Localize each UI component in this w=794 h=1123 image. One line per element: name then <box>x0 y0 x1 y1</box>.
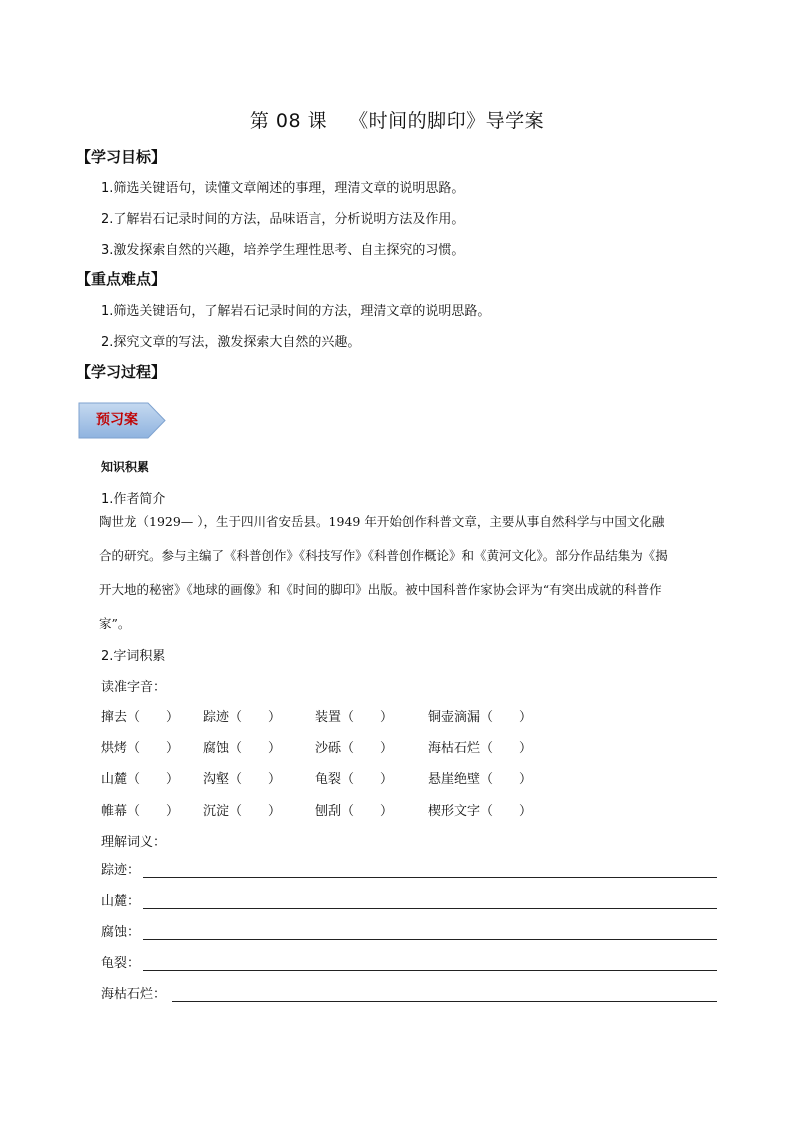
pronounce-item: 沉淀（ ） <box>203 804 282 819</box>
meaning-term: 腐蚀： <box>101 925 141 940</box>
pronounce-item: 山麓（ ） <box>101 772 180 787</box>
pronounce-item: 悬崖绝壁（ ） <box>428 772 533 787</box>
pronounce-item: 龟裂（ ） <box>315 772 394 787</box>
pronounce-item: 装置（ ） <box>315 710 394 725</box>
objective-item-3: 3.激发探索自然的兴趣，培养学生理性思考、自主探究的习惯。 <box>101 243 465 258</box>
author-bio-line: 合的研究。参与主编了《科普创作》《科技写作》《科普创作概论》和《黄河文化》。部分作品结集为《揭 <box>99 548 668 563</box>
meaning-row <box>101 889 717 911</box>
meaning-row <box>101 951 717 973</box>
lesson-name: 《时间的脚印》导学案 <box>349 110 545 132</box>
author-bio-line: 开大地的秘密》《地球的画像》和《时间的脚印》出版。被中国科普作家协会评为“有突出成就的科普作 <box>99 582 662 597</box>
pronounce-item: 腐蚀（ ） <box>203 741 282 756</box>
pronounce-item: 踪迹（ ） <box>203 710 282 725</box>
pronounce-item: 撺去（ ） <box>101 710 180 725</box>
preview-badge-label: 预习案 <box>96 412 138 428</box>
meaning-term: 龟裂： <box>101 956 141 971</box>
pronounce-item: 海枯石烂（ ） <box>428 741 533 756</box>
author-bio-line: 家”。 <box>99 616 131 631</box>
pronounce-label: 读准字音： <box>101 680 167 695</box>
meaning-row <box>101 982 717 1004</box>
pronounce-item: 楔形文字（ ） <box>428 804 533 819</box>
pronounce-item: 帷幕（ ） <box>101 804 180 819</box>
pronounce-item: 烘烤（ ） <box>101 741 180 756</box>
answer-blank-line[interactable] <box>172 1001 717 1002</box>
objective-item-1: 1.筛选关键语句，读懂文章阐述的事理，理清文章的说明思路。 <box>101 181 465 196</box>
objective-item-2: 2.了解岩石记录时间的方法，品味语言，分析说明方法及作用。 <box>101 212 465 227</box>
pronounce-item: 沟壑（ ） <box>203 772 282 787</box>
meaning-term: 山麓： <box>101 894 141 909</box>
answer-blank-line[interactable] <box>143 970 717 971</box>
key-points-heading: 【重点难点】 <box>76 270 167 288</box>
words-heading: 2.字词积累 <box>101 649 166 664</box>
key-point-item-2: 2.探究文章的写法，激发探索大自然的兴趣。 <box>101 335 361 350</box>
author-heading: 1.作者简介 <box>101 492 166 507</box>
meaning-term: 踪迹： <box>101 863 141 878</box>
objectives-heading: 【学习目标】 <box>76 148 167 166</box>
author-bio <box>101 505 721 641</box>
meaning-row <box>101 920 717 942</box>
answer-blank-line[interactable] <box>143 877 717 878</box>
lesson-number: 第 08 课 <box>249 110 328 132</box>
author-bio-line: 陶世龙（1929— ），生于四川省安岳县。1949 年开始创作科普文章，主要从事自然科学与中国文化融 <box>99 514 665 529</box>
meaning-label: 理解词义： <box>101 835 167 850</box>
pronounce-item: 沙砾（ ） <box>315 741 394 756</box>
pronounce-item: 铜壶滴漏（ ） <box>428 710 533 725</box>
knowledge-heading: 知识积累 <box>101 460 150 474</box>
page-title <box>0 106 794 133</box>
pronounce-item: 刨刮（ ） <box>315 804 394 819</box>
answer-blank-line[interactable] <box>143 908 717 909</box>
answer-blank-line[interactable] <box>143 939 717 940</box>
meaning-row <box>101 858 717 880</box>
key-point-item-1: 1.筛选关键语句，了解岩石记录时间的方法，理清文章的说明思路。 <box>101 304 491 319</box>
preview-badge <box>78 402 166 439</box>
process-heading: 【学习过程】 <box>76 363 167 381</box>
meaning-term: 海枯石烂： <box>101 987 167 1002</box>
